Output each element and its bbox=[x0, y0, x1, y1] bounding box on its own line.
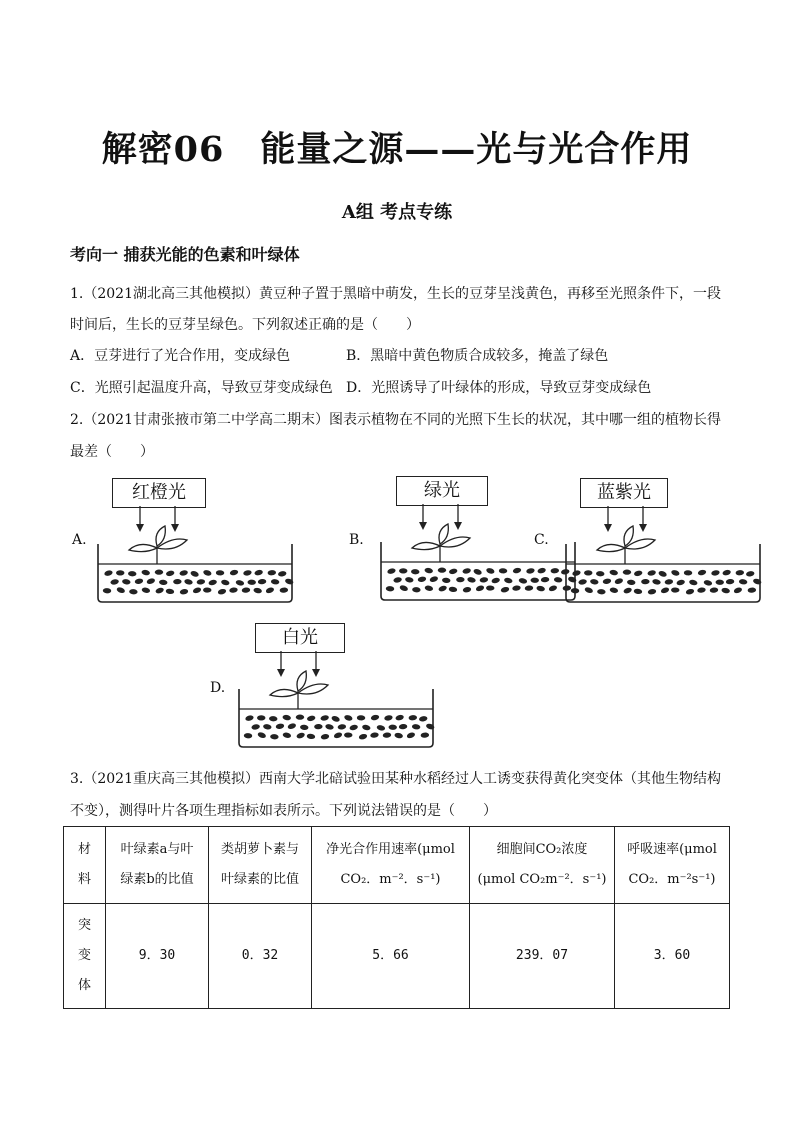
arrow-head bbox=[136, 524, 144, 532]
soil-particle bbox=[337, 724, 346, 730]
soil-particle bbox=[641, 579, 650, 584]
soil-particle bbox=[122, 579, 131, 586]
figure-d-letter: D. bbox=[210, 680, 226, 696]
soil-particle bbox=[129, 589, 138, 595]
soil-particle bbox=[421, 732, 430, 738]
q1-option-d: D．光照诱导了叶绿体的形成，导致豆芽变成绿色 bbox=[346, 380, 652, 396]
soil-particle bbox=[462, 586, 471, 593]
soil-particle bbox=[438, 568, 446, 573]
soil-particle bbox=[253, 587, 262, 594]
soil-particle bbox=[280, 587, 289, 593]
soil-particle bbox=[258, 579, 267, 585]
soil-particle bbox=[647, 569, 656, 576]
q1-option-a: A．豆芽进行了光合作用，变成绿色 bbox=[70, 348, 291, 364]
q3-stem-line1: 3.（2021重庆高三其他模拟）西南大学北碚试验田某种水稻经过人工诱变获得黄化突变体（其他生物结构 bbox=[70, 771, 721, 787]
figure-c-letter: C. bbox=[534, 532, 549, 548]
soil-particle bbox=[267, 570, 276, 576]
arrow-head bbox=[277, 669, 285, 677]
soil-particle bbox=[370, 732, 379, 738]
soil-particle bbox=[244, 733, 253, 739]
plant-leaf bbox=[129, 544, 157, 551]
soil-particle bbox=[609, 569, 618, 576]
soil-particle bbox=[424, 585, 433, 592]
figure-a-letter: A. bbox=[72, 532, 87, 548]
soil-particle bbox=[405, 577, 414, 584]
soil-particle bbox=[243, 570, 252, 577]
plant-leaf bbox=[270, 689, 298, 696]
soil-particle bbox=[525, 585, 534, 591]
soil-particle bbox=[141, 587, 150, 594]
soil-particle bbox=[417, 576, 426, 583]
soil-particle bbox=[399, 584, 409, 592]
soil-particle bbox=[242, 587, 251, 593]
soil-particle bbox=[165, 588, 174, 594]
soil-particle bbox=[406, 731, 416, 739]
soil-particle bbox=[235, 579, 244, 586]
soil-particle bbox=[270, 734, 279, 740]
soil-particle bbox=[245, 715, 254, 722]
soil-particle bbox=[512, 585, 521, 591]
soil-particle bbox=[217, 588, 226, 595]
soil-particle bbox=[711, 570, 720, 577]
soil-particle bbox=[333, 732, 343, 740]
soil-particle bbox=[578, 579, 587, 586]
arrow-head bbox=[312, 669, 320, 677]
soil-particle bbox=[203, 569, 213, 577]
soil-particle bbox=[602, 578, 611, 585]
soil-particle bbox=[128, 571, 137, 577]
soil-particle bbox=[141, 569, 150, 576]
soil-particle bbox=[671, 587, 679, 592]
soil-particle bbox=[190, 570, 200, 578]
soil-particle bbox=[710, 587, 719, 593]
soil-particle bbox=[596, 571, 605, 577]
soil-particle bbox=[278, 571, 287, 578]
soil-particle bbox=[358, 733, 367, 740]
header-net-photosynthesis: 净光合作用速率(μmol CO₂．m⁻²．s⁻¹) bbox=[312, 827, 470, 904]
soil-particle bbox=[479, 577, 488, 583]
header-material: 材 料 bbox=[64, 827, 106, 904]
soil-particle bbox=[703, 579, 712, 586]
soil-particle bbox=[475, 585, 485, 593]
soil-particle bbox=[647, 588, 656, 595]
soil-particle bbox=[362, 724, 371, 731]
soil-particle bbox=[229, 569, 238, 576]
soil-particle bbox=[216, 570, 225, 575]
soil-particle bbox=[173, 579, 182, 584]
soil-particle bbox=[660, 587, 670, 595]
soil-particle bbox=[300, 724, 309, 730]
soil-particle bbox=[263, 724, 272, 731]
soil-particle bbox=[412, 587, 421, 593]
soil-particle bbox=[486, 585, 494, 590]
soil-particle bbox=[229, 587, 238, 593]
cell-respiration-rate: 3．60 bbox=[615, 904, 730, 1009]
q1-stem-line1: 1.（2021湖北高三其他模拟）黄豆种子置于黑暗中萌发，生长的豆芽呈浅黄色，再移至光照条件下，一段 bbox=[70, 286, 721, 302]
soil-particle bbox=[627, 579, 636, 585]
soil-particle bbox=[512, 567, 521, 574]
figure-b-letter: B. bbox=[349, 532, 364, 548]
soil-particle bbox=[685, 588, 694, 595]
soil-particle bbox=[386, 586, 395, 592]
q1-option-c: C．光照引起温度升高，导致豆芽变成绿色 bbox=[70, 380, 333, 396]
figure-a-plant-diagram bbox=[95, 506, 295, 606]
soil-particle bbox=[537, 567, 546, 574]
soil-particle bbox=[623, 587, 633, 595]
soil-particle bbox=[715, 580, 724, 585]
figure-b-light-box: 绿光 bbox=[396, 476, 488, 506]
soil-particle bbox=[344, 714, 354, 722]
soil-particle bbox=[265, 586, 275, 594]
soil-particle bbox=[748, 587, 757, 593]
soil-particle bbox=[306, 733, 315, 739]
data-table bbox=[63, 826, 730, 1009]
soil-particle bbox=[652, 578, 661, 585]
page-title: 解密06 能量之源——光与光合作用 bbox=[101, 129, 693, 170]
soil-particle bbox=[314, 724, 323, 729]
q1-option-b: B．黑暗中黄色物质合成较多，掩盖了绿色 bbox=[346, 348, 609, 364]
soil-particle bbox=[296, 732, 306, 740]
soil-particle bbox=[419, 716, 428, 723]
soil-particle bbox=[370, 714, 379, 721]
arrow-head bbox=[454, 522, 462, 530]
soil-particle bbox=[387, 568, 396, 575]
soil-particle bbox=[103, 588, 112, 594]
soil-particle bbox=[184, 578, 193, 585]
cell-chl-ratio: 9．30 bbox=[106, 904, 209, 1009]
soil-particle bbox=[287, 722, 297, 730]
figure-d-light-box: 白光 bbox=[255, 623, 345, 653]
soil-particle bbox=[491, 577, 500, 584]
soil-particle bbox=[254, 569, 263, 576]
soil-particle bbox=[584, 570, 592, 575]
q2-stem-line1: 2.（2021甘肃张掖市第二中学高二期末）图表示植物在不同的光照下生长的状况，其中哪一组的植物长得 bbox=[70, 412, 721, 428]
soil-particle bbox=[500, 586, 509, 593]
soil-particle bbox=[412, 724, 421, 730]
header-carotenoid-ratio: 类胡萝卜素与 叶绿素的比值 bbox=[209, 827, 312, 904]
soil-particle bbox=[296, 715, 304, 720]
soil-particle bbox=[548, 584, 558, 592]
q3-stem-line2: 不变），测得叶片各项生理指标如表所示。下列说法错误的是（ ） bbox=[70, 803, 497, 819]
soil-particle bbox=[192, 587, 202, 595]
section-heading: 考向一 捕获光能的色素和叶绿体 bbox=[70, 245, 300, 264]
soil-particle bbox=[395, 714, 404, 721]
soil-particle bbox=[504, 577, 513, 584]
soil-particle bbox=[155, 587, 165, 595]
soil-particle bbox=[733, 586, 743, 594]
soil-particle bbox=[275, 723, 284, 730]
soil-particle bbox=[116, 586, 126, 594]
soil-particle bbox=[571, 588, 580, 594]
soil-particle bbox=[658, 570, 668, 578]
cell-net-photosynthesis: 5．66 bbox=[312, 904, 470, 1009]
soil-particle bbox=[269, 716, 278, 722]
figure-b-plant-diagram bbox=[378, 504, 578, 604]
soil-particle bbox=[739, 579, 748, 585]
soil-particle bbox=[689, 579, 698, 586]
soil-particle bbox=[438, 585, 448, 593]
soil-particle bbox=[394, 732, 403, 739]
soil-particle bbox=[442, 577, 451, 583]
soil-particle bbox=[325, 723, 334, 730]
soil-particle bbox=[116, 570, 124, 575]
soil-particle bbox=[664, 579, 673, 585]
plant-leaf bbox=[597, 544, 625, 551]
soil-particle bbox=[320, 714, 329, 721]
soil-particle bbox=[203, 587, 211, 592]
soil-particle bbox=[462, 567, 471, 574]
soil-particle bbox=[399, 724, 408, 730]
soil-particle bbox=[554, 577, 563, 583]
soil-particle bbox=[486, 567, 496, 575]
figure-c-plant-diagram bbox=[563, 506, 763, 606]
soil-particle bbox=[518, 577, 527, 584]
soil-particle bbox=[357, 715, 366, 720]
soil-particle bbox=[448, 586, 457, 592]
figure-d-plant-diagram bbox=[236, 651, 436, 751]
soil-particle bbox=[179, 588, 188, 595]
q1-stem-line2: 时间后，生长的豆芽呈绿色。下列叙述正确的是（ ） bbox=[70, 317, 420, 333]
soil-particle bbox=[467, 576, 476, 583]
figure-a-light-box: 红橙光 bbox=[112, 478, 206, 508]
q2-stem-line2: 最差（ ） bbox=[70, 444, 154, 460]
soil-particle bbox=[282, 732, 291, 739]
soil-particle bbox=[196, 579, 205, 585]
soil-particle bbox=[623, 570, 631, 575]
soil-particle bbox=[614, 577, 624, 585]
soil-particle bbox=[456, 577, 465, 582]
soil-particle bbox=[257, 715, 265, 720]
soil-particle bbox=[572, 570, 581, 577]
soil-particle bbox=[634, 570, 643, 577]
soil-particle bbox=[424, 567, 433, 574]
arrow-head bbox=[171, 524, 179, 532]
soil-particle bbox=[155, 570, 163, 575]
soil-particle bbox=[257, 731, 267, 739]
cell-carotenoid-ratio: 0．32 bbox=[209, 904, 312, 1009]
soil-particle bbox=[110, 579, 119, 586]
soil-particle bbox=[408, 715, 417, 721]
soil-particle bbox=[134, 578, 143, 585]
soil-particle bbox=[697, 587, 706, 593]
soil-particle bbox=[584, 586, 594, 594]
soil-particle bbox=[411, 569, 420, 575]
soil-particle bbox=[208, 579, 217, 586]
soil-particle bbox=[307, 715, 316, 722]
soil-particle bbox=[271, 579, 280, 585]
soil-particle bbox=[384, 715, 393, 722]
soil-particle bbox=[530, 578, 539, 583]
soil-particle bbox=[550, 568, 559, 574]
soil-particle bbox=[383, 732, 392, 738]
header-intercellular-co2: 细胞间CO₂浓度 (μmol CO₂m⁻²．s⁻¹) bbox=[470, 827, 615, 904]
soil-particle bbox=[449, 568, 458, 575]
plant-leaf bbox=[412, 542, 440, 549]
soil-particle bbox=[609, 587, 618, 594]
soil-particle bbox=[388, 725, 397, 730]
cell-material: 突 变 体 bbox=[64, 904, 106, 1009]
soil-particle bbox=[526, 568, 535, 575]
soil-particle bbox=[349, 724, 358, 731]
soil-particle bbox=[146, 577, 156, 585]
soil-particle bbox=[179, 569, 188, 576]
soil-particle bbox=[671, 569, 681, 577]
figure-c-light-box: 蓝紫光 bbox=[580, 478, 668, 508]
soil-particle bbox=[499, 568, 508, 573]
soil-particle bbox=[251, 724, 260, 731]
soil-particle bbox=[331, 715, 341, 723]
soil-particle bbox=[746, 571, 755, 578]
soil-particle bbox=[221, 579, 230, 586]
table-header-row bbox=[64, 827, 730, 904]
table-row bbox=[64, 904, 730, 1009]
soil-particle bbox=[684, 570, 693, 575]
soil-particle bbox=[536, 585, 545, 592]
group-heading: A组 考点专练 bbox=[341, 202, 453, 223]
soil-particle bbox=[590, 579, 599, 586]
header-chl-ratio: 叶绿素a与叶 绿素b的比值 bbox=[106, 827, 209, 904]
soil-particle bbox=[721, 587, 730, 594]
soil-particle bbox=[399, 568, 407, 573]
soil-particle bbox=[344, 732, 352, 737]
soil-particle bbox=[541, 577, 550, 583]
soil-particle bbox=[735, 570, 744, 576]
soil-particle bbox=[633, 588, 642, 594]
soil-particle bbox=[676, 579, 685, 586]
arrow-head bbox=[604, 524, 612, 532]
soil-particle bbox=[429, 575, 439, 583]
header-respiration-rate: 呼吸速率(μmol CO₂．m⁻²s⁻¹) bbox=[615, 827, 730, 904]
soil-particle bbox=[376, 724, 385, 731]
soil-particle bbox=[104, 570, 113, 577]
soil-particle bbox=[247, 580, 256, 585]
soil-particle bbox=[282, 714, 291, 721]
soil-particle bbox=[320, 733, 329, 740]
soil-particle bbox=[159, 579, 168, 585]
arrow-head bbox=[639, 524, 647, 532]
soil-particle bbox=[166, 570, 175, 577]
soil-particle bbox=[722, 569, 731, 576]
arrow-head bbox=[419, 522, 427, 530]
cell-intercellular-co2: 239．07 bbox=[470, 904, 615, 1009]
soil-particle bbox=[597, 589, 606, 595]
soil-particle bbox=[697, 569, 706, 576]
soil-particle bbox=[726, 579, 735, 585]
soil-particle bbox=[473, 568, 483, 576]
soil-particle bbox=[393, 577, 402, 584]
